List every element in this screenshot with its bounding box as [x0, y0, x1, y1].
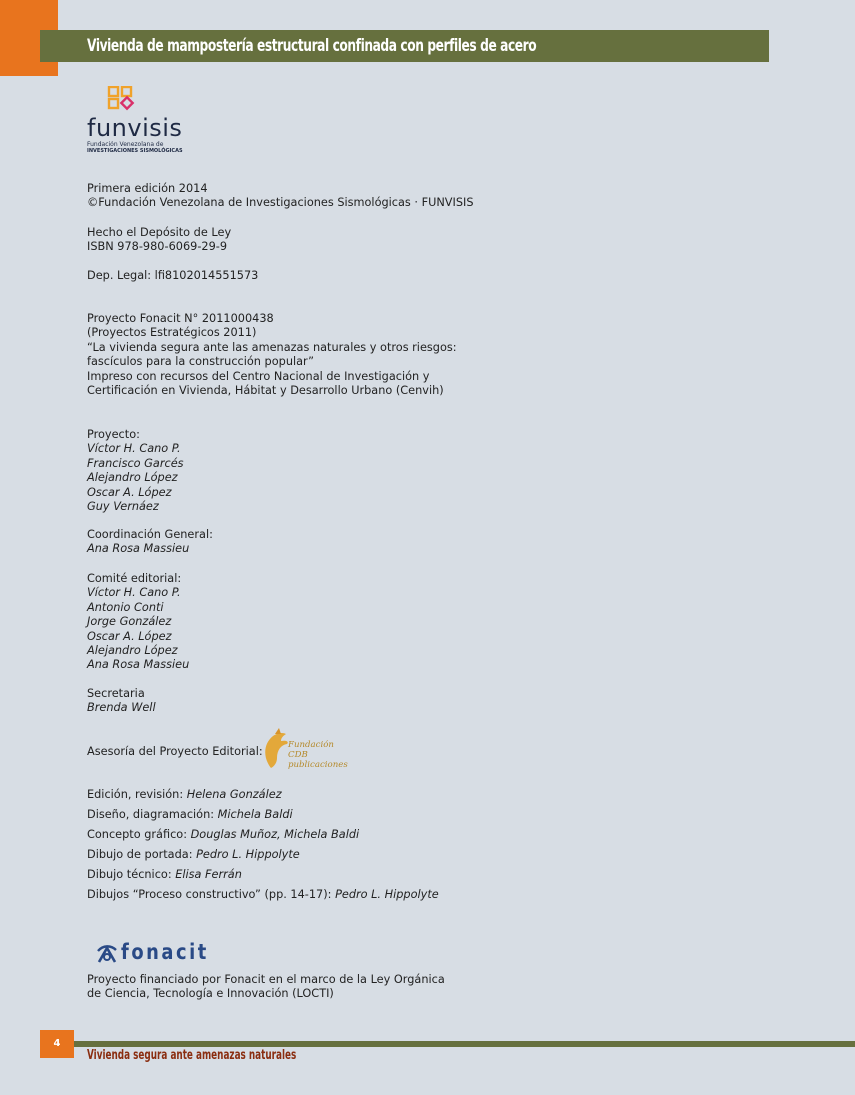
credit-row — [87, 788, 439, 808]
legal-block — [87, 226, 231, 255]
person-name: Brenda Well — [87, 701, 156, 715]
project-info-line: “La vivienda segura ante las amenazas naturales y otros riesgos: — [87, 340, 457, 354]
project-info-line: Certificación en Vivienda, Hábitat y Desarrollo Urbano (Cenvih) — [87, 384, 444, 398]
person-name: Alejandro López — [87, 644, 178, 658]
credit-role: Dibujo de portada: — [87, 848, 197, 861]
cdb-logo-line1: Fundación — [288, 740, 334, 750]
person-name: Jorge González — [87, 615, 172, 629]
credit-row — [87, 808, 439, 828]
person-name: Francisco Garcés — [87, 456, 184, 470]
credit-name: Pedro L. Hippolyte — [335, 888, 439, 901]
secretaria-block — [87, 687, 156, 716]
credits-block — [87, 788, 439, 908]
project-info-line: fascículos para la construcción popular” — [87, 355, 315, 369]
coordinacion-block — [87, 528, 213, 557]
fonacit-wordmark: fonacit — [121, 940, 209, 964]
cdb-logo-line2: CDB publicaciones — [288, 750, 348, 770]
footer-rule — [74, 1041, 855, 1047]
cdb-logo-text — [288, 740, 348, 770]
asesoria-label: Asesoría del Proyecto Editorial: — [87, 745, 263, 758]
project-info-line: Impreso con recursos del Centro Nacional de Investigación y — [87, 369, 430, 383]
funvisis-subtitle-line1: Fundación Venezolana de — [87, 141, 164, 148]
person-name: Ana Rosa Massieu — [87, 542, 190, 556]
credit-row — [87, 828, 439, 848]
comite-label: Comité editorial: — [87, 572, 182, 585]
person-name: Víctor H. Cano P. — [87, 586, 181, 600]
funvisis-wordmark: funvisis — [87, 114, 183, 142]
person-name: Ana Rosa Massieu — [87, 658, 190, 672]
credit-role: Diseño, diagramación: — [87, 808, 218, 821]
credit-row — [87, 888, 439, 908]
credit-role: Dibujo técnico: — [87, 868, 176, 881]
credit-name: Pedro L. Hippolyte — [196, 848, 300, 861]
credit-role: Dibujos “Proceso constructivo” (pp. 14-17): — [87, 888, 336, 901]
fonacit-text-block — [87, 973, 445, 1002]
secretaria-label: Secretaria — [87, 687, 145, 700]
project-info-block — [87, 312, 457, 398]
fonacit-line: de Ciencia, Tecnología e Innovación (LOCTI) — [87, 987, 334, 1001]
credit-role: Concepto gráfico: — [87, 828, 191, 841]
credit-role: Edición, revisión: — [87, 788, 187, 801]
fonacit-logo — [95, 940, 255, 970]
credit-name: Elisa Ferrán — [175, 868, 242, 881]
deposit-line: Hecho el Depósito de Ley — [87, 226, 232, 239]
proyecto-label: Proyecto: — [87, 428, 140, 441]
credit-name: Helena González — [186, 788, 282, 801]
credit-name: Douglas Muñoz, Michela Baldi — [190, 828, 360, 841]
dep-legal — [87, 269, 258, 283]
person-name: Víctor H. Cano P. — [87, 442, 181, 456]
credit-row — [87, 848, 439, 868]
proyecto-block — [87, 428, 184, 514]
copyright-line: ©Fundación Venezolana de Investigaciones Sismológicas · FUNVISIS — [87, 196, 474, 210]
isbn-line: ISBN 978-980-6069-29-9 — [87, 240, 228, 254]
edition-block — [87, 182, 474, 211]
person-name: Guy Vernáez — [87, 500, 159, 514]
dep-legal-line: Dep. Legal: lfi8102014551573 — [87, 269, 259, 282]
funvisis-subtitle-line2: INVESTIGACIONES SISMOLÓGICAS — [87, 148, 183, 154]
project-info-line: (Proyectos Estratégicos 2011) — [87, 326, 257, 340]
edition-line: Primera edición 2014 — [87, 182, 208, 195]
header-bar — [40, 30, 769, 62]
comite-block — [87, 572, 189, 673]
coordinacion-label: Coordinación General: — [87, 528, 213, 541]
person-name: Alejandro López — [87, 471, 178, 485]
person-name: Oscar A. López — [87, 629, 172, 643]
project-info-line: Proyecto Fonacit N° 2011000438 — [87, 312, 274, 325]
credit-name: Michela Baldi — [217, 808, 293, 821]
credit-row — [87, 868, 439, 888]
page-number: 4 — [40, 1030, 74, 1058]
footer-title: Vivienda segura ante amenazas naturales — [87, 1048, 297, 1063]
person-name: Oscar A. López — [87, 485, 172, 499]
person-name: Antonio Conti — [87, 600, 164, 614]
fonacit-line: Proyecto financiado por Fonacit en el marco de la Ley Orgánica — [87, 973, 445, 986]
header-title: Vivienda de mampostería estructural confinada con perfiles de acero — [87, 36, 537, 56]
fonacit-emblem-icon — [95, 942, 119, 966]
funvisis-subtitle — [87, 141, 187, 155]
